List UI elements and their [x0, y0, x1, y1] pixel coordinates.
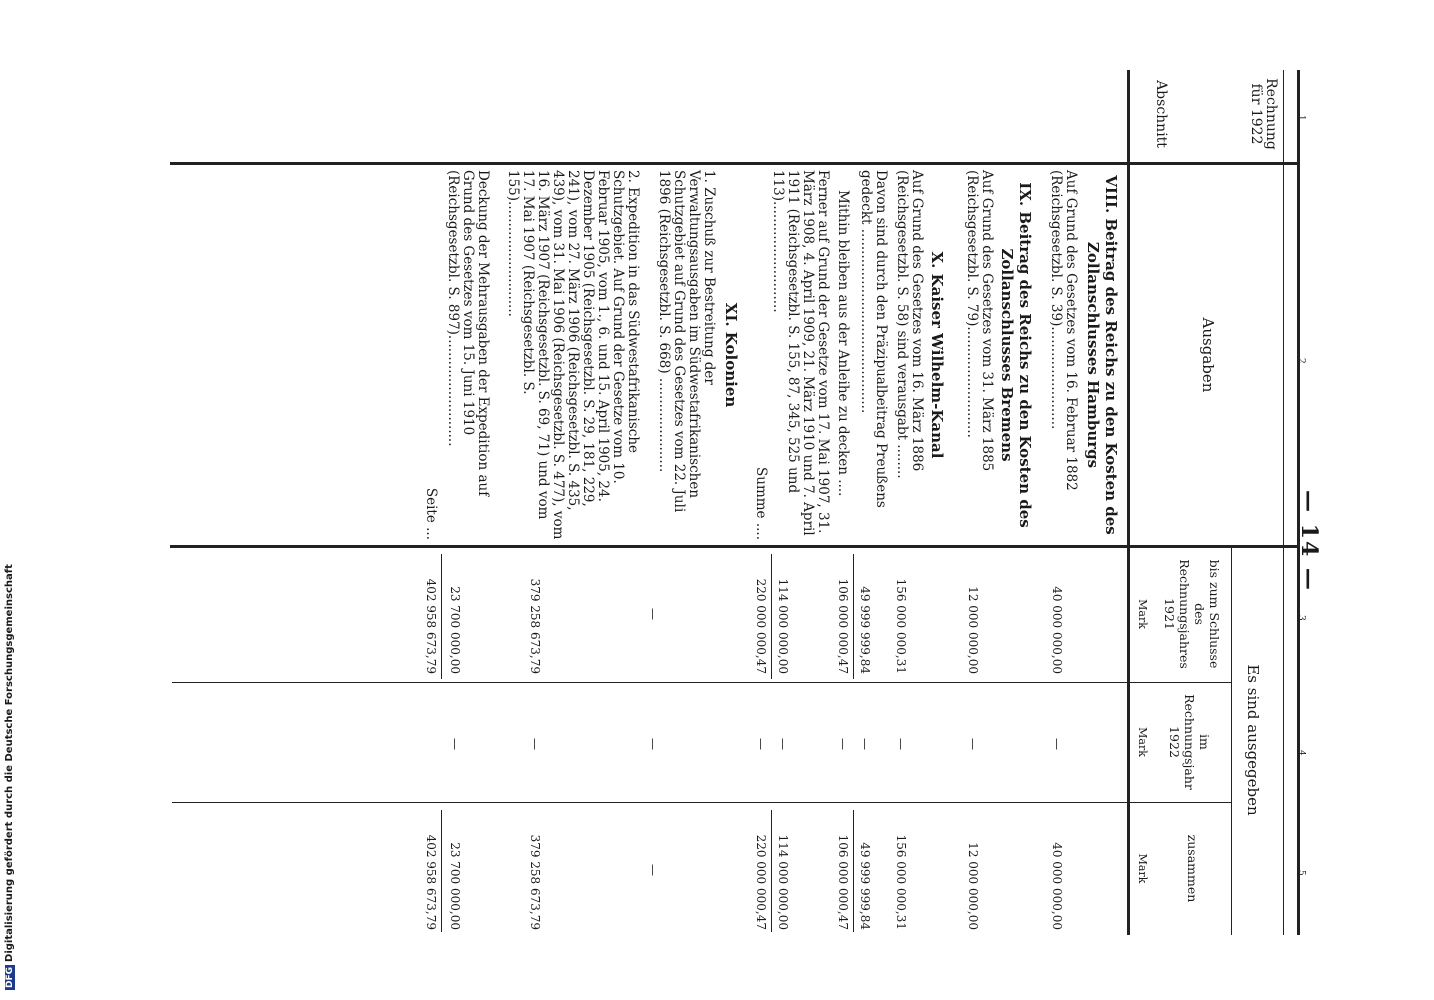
x1-value-col5: 156 000 000,31 — [894, 834, 908, 930]
header-es-sind-ausgegeben: Es sind ausgegeben — [1244, 664, 1262, 816]
group-header-rule — [1231, 545, 1232, 935]
header-zusammen: zusammen — [1185, 834, 1200, 903]
xi3-value-col3: 23 700 000,00 — [448, 586, 462, 674]
x2-value-col4: — — [858, 738, 872, 750]
viii-value-col3: 40 000 000,00 — [1050, 586, 1064, 674]
section-x-sum-label: Summe .... — [753, 467, 769, 540]
ix-value-col3: 12 000 000,00 — [966, 586, 980, 674]
subtotal-rule-col3 — [853, 554, 854, 679]
column-divider-4 — [172, 802, 1232, 803]
page-number: — 14 — — [1296, 490, 1322, 592]
unit-mark-col4: Mark — [1136, 727, 1149, 757]
column-number-4: 4 — [1296, 750, 1306, 756]
header-bottom-rule — [1127, 70, 1130, 935]
section-ix-title: IX. Beitrag des Reichs zu den Kosten des Zollanschlusses Bremens — [998, 182, 1034, 528]
x3-value-col4: — — [836, 738, 850, 750]
header-abschnitt: Abschnitt — [1153, 80, 1169, 148]
column-divider-3 — [172, 682, 1232, 683]
x3-value-col5: 106 000 000,47 — [836, 834, 850, 930]
xsum-value-col5: 220 000 000,47 — [754, 834, 768, 930]
x4-value-col4: — — [776, 738, 790, 750]
seite-value-col3: 402 958 673,79 — [424, 578, 438, 674]
column-number-5: 5 — [1296, 870, 1306, 876]
x3-value-col3: 106 000 000,47 — [836, 578, 850, 674]
section-xi-row3: Deckung der Mehrausgaben der Expedition auf Grund des Gesetzes vom 15. Juni 1910 (Reichsgesetzbl. S. 897).......................... — [445, 170, 491, 497]
sum-rule-col5 — [771, 810, 772, 932]
section-x-row3: Mithin bleiben aus der Anleihe zu decken .... — [835, 190, 851, 497]
xsum-value-col3: 220 000 000,47 — [754, 578, 768, 674]
ix-value-col4: — — [966, 738, 980, 750]
header-rechnung: Rechnung für 1922 — [1248, 78, 1279, 150]
xi1-value-col5: — — [646, 864, 660, 876]
section-x-row4: Ferner auf Grund der Gesetze vom 17. Mai 1907, 31. März 1908, 4. April 1909, 21. März 1910 und 7. April 1911 (Reichsgesetzbl. S. 155, 87, 345, 525 und 113).......................... — [770, 170, 831, 536]
xi1-value-col4: — — [646, 738, 660, 750]
x1-value-col3: 156 000 000,31 — [894, 578, 908, 674]
dfg-logo: DFG — [5, 966, 15, 988]
unit-mark-col5: Mark — [1136, 853, 1149, 884]
xi2-value-col4: — — [528, 738, 542, 750]
header-im-rechnungsjahr: im Rechnungsjahr 1922 — [1167, 694, 1212, 790]
section-x-row2: Davon sind durch den Präzipualbeitrag Preußens gedeckt ........................................... — [858, 170, 889, 508]
column-number-2: 2 — [1296, 358, 1306, 364]
section-viii-title: VIII. Beitrag des Reichs zu den Kosten des Zollanschlusses Hamburgs — [1084, 175, 1120, 535]
section-x-row1: Auf Grund des Gesetzes vom 16. März 1886 (Reichsgesetzbl. S. 58) sind verausgabt ........ — [894, 170, 925, 479]
column-number-1: 1 — [1296, 115, 1306, 121]
column-number-3: 3 — [1296, 615, 1306, 621]
unit-mark-col3: Mark — [1136, 599, 1149, 629]
ix-value-col5: 12 000 000,00 — [966, 842, 980, 930]
seite-value-col5: 402 958 673,79 — [424, 834, 438, 930]
seite-rule-col5 — [441, 810, 442, 932]
seite-rule-col3 — [441, 554, 442, 679]
section-xi-title: XI. Kolonien — [722, 302, 740, 408]
xi2-value-col3: 379 258 673,79 — [528, 578, 542, 674]
section-ix-row: Auf Grund des Gesetzes vom 31. März 1885 (Reichsgesetzbl. S. 79).......................... — [964, 170, 995, 472]
subtotal-rule-col5 — [853, 810, 854, 932]
header-ausgaben: Ausgaben — [1199, 317, 1217, 393]
column-divider-2 — [170, 545, 1300, 548]
column-number-rule — [1283, 70, 1284, 935]
dfg-footer-text: Digitalisierung gefördert durch die Deutsche Forschungsgemeinschaft — [4, 564, 15, 962]
viii-value-col5: 40 000 000,00 — [1050, 842, 1064, 930]
seite-label: Seite ... — [423, 487, 439, 540]
sum-rule-col3 — [771, 554, 772, 679]
xi3-value-col5: 23 700 000,00 — [448, 842, 462, 930]
x4-value-col5: 114 000 000,00 — [776, 834, 790, 930]
x2-value-col5: 49 999 999,84 — [858, 842, 872, 930]
section-xi-row1: 1. Zuschuß zur Bestreitung der Verwaltungsausgaben im Südwestafrikanischen Schutzgebiet auf Grund des Gesetzes vom 22. Juli 1896 (Reichsgesetzbl. S. 668) ...................... — [656, 170, 717, 513]
x2-value-col3: 49 999 999,84 — [858, 586, 872, 674]
xi2-value-col5: 379 258 673,79 — [528, 834, 542, 930]
dfg-footer — [4, 0, 15, 990]
header-bis-zum-schlusse: bis zum Schlusse des Rechnungsjahres 1921 — [1162, 559, 1222, 669]
rotated-document-page — [100, 70, 1322, 970]
section-xi-row2: 2. Expedition in das Südwestafrikanische Schutzgebiet. Auf Grund der Gesetze vom 10. Februar 1905, vom 1., 6. und 15. April 1905, 24. Dezember 1905 (Reichsgesetzbl. S. 29, 181, 229, 241), vom 27. März 1906 (Reichsgesetzbl. S. 435, 439), vom 31. Mai 1906 (Reichsgesetzbl. S. 477), vom 16. März 1907 (Reichsgesetzbl. S. 69, 71) und vom 17. Mai 1907 (Reichsgesetzbl. S. 155)........................... — [505, 170, 641, 540]
table-top-rule — [1297, 70, 1300, 935]
column-divider-1 — [170, 162, 1300, 165]
section-viii-row: Auf Grund des Gesetzes vom 16. Februar 1882 (Reichsgesetzbl. S. 39)........................ — [1048, 170, 1079, 491]
x4-value-col3: 114 000 000,00 — [776, 578, 790, 674]
viii-value-col4: — — [1050, 738, 1064, 750]
xsum-value-col4: — — [754, 738, 768, 750]
xi3-value-col4: — — [448, 738, 462, 750]
x1-value-col4: — — [894, 738, 908, 750]
xi1-value-col3: — — [646, 608, 660, 620]
section-x-title: X. Kaiser Wilhelm-Kanal — [928, 251, 946, 459]
